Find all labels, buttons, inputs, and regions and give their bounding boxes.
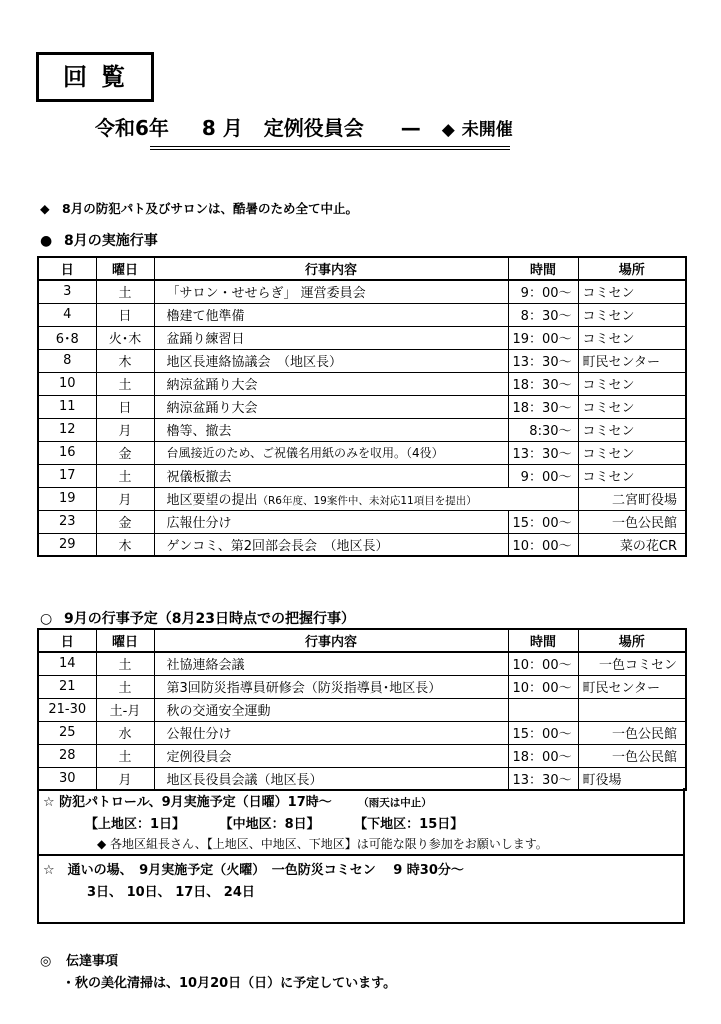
cell-time: 8：30～ (508, 303, 578, 326)
table-row (38, 441, 686, 464)
cell-day: 28 (38, 744, 96, 767)
cell-event: 櫓建て他準備 (154, 303, 508, 326)
cell-time: 18：00～ (508, 744, 578, 767)
col-time: 時間 (508, 629, 578, 652)
notice-text: 8月の防犯パト及びサロンは、酷暑のため全て中止。 (62, 201, 358, 216)
patrol-title: ☆ 防犯パトロール、9月実施予定（日曜）17時～ (43, 795, 332, 810)
cell-day: 21 (38, 675, 96, 698)
salon-dates: 3日、 10日、 17日、 24日 (87, 885, 255, 900)
cell-time: 10：00～ (508, 675, 578, 698)
footer-heading-text: 伝達事項 (66, 954, 119, 969)
salon-title: ☆ 通いの場、 9月実施予定（火曜） 一色防災コミセン 9 時30分～ (43, 863, 464, 878)
patrol-area-lower: 【下地区：15日】 (354, 817, 464, 832)
cell-place: 一色公民館 (578, 744, 686, 767)
cell-event (154, 487, 578, 510)
table-row (38, 487, 686, 510)
col-event: 行事内容 (154, 629, 508, 652)
cell-event: 定例役員会 (154, 744, 508, 767)
cell-place: コミセン (578, 303, 686, 326)
cell-time: 9：00～ (508, 280, 578, 303)
cell-weekday: 月 (96, 487, 154, 510)
cell-time: 8:30～ (508, 418, 578, 441)
col-place: 場所 (578, 257, 686, 280)
cell-day: 8 (38, 349, 96, 372)
cell-time: 18：30～ (508, 372, 578, 395)
cell-place: コミセン (578, 441, 686, 464)
cell-event: ゲンコミ、第2回部会長会 （地区長） (154, 533, 508, 556)
september-marker: ○ (40, 611, 53, 627)
cell-place: コミセン (578, 326, 686, 349)
title-underline (150, 146, 510, 150)
title-dash: — (400, 116, 421, 140)
cell-event: 台風接近のため、ご祝儀名用紙のみを収用。（4役） (154, 441, 508, 464)
cell-day: 12 (38, 418, 96, 441)
table-row (38, 510, 686, 533)
september-events-table (37, 628, 687, 791)
cell-event: 広報仕分け (154, 510, 508, 533)
cell-weekday: 金 (96, 441, 154, 464)
cell-weekday: 月 (96, 767, 154, 790)
cell-event: 公報仕分け (154, 721, 508, 744)
august-events-table (37, 256, 687, 557)
cell-weekday: 月 (96, 418, 154, 441)
cell-time: 13：30～ (508, 349, 578, 372)
cell-weekday: 火･木 (96, 326, 154, 349)
cell-weekday: 土 (96, 464, 154, 487)
col-event: 行事内容 (154, 257, 508, 280)
title-meeting: 定例役員会 (263, 116, 364, 140)
cell-day: 17 (38, 464, 96, 487)
cell-day: 19 (38, 487, 96, 510)
cell-place: コミセン (578, 280, 686, 303)
cell-time: 13：30～ (508, 441, 578, 464)
patrol-areas (85, 813, 463, 832)
cell-weekday: 土 (96, 652, 154, 675)
september-heading-text: 9月の行事予定（8月23日時点での把握行事） (64, 611, 355, 627)
cell-event: 櫓等、撤去 (154, 418, 508, 441)
cell-place: 町民センター (578, 349, 686, 372)
table-row (38, 698, 686, 721)
cell-place: 二宮町役場 (578, 487, 686, 510)
cell-weekday: 日 (96, 395, 154, 418)
patrol-box (37, 788, 685, 856)
cell-event: 秋の交通安全運動 (154, 698, 508, 721)
cell-event: 第3回防災指導員研修会（防災指導員･地区長） (154, 675, 508, 698)
august-marker: ● (40, 233, 53, 249)
title-era-year: 令和6年 (95, 116, 169, 140)
cell-weekday: 土 (96, 280, 154, 303)
cell-event: 地区長連絡協議会 （地区長） (154, 349, 508, 372)
cell-place: 町民センター (578, 675, 686, 698)
september-heading (40, 608, 355, 628)
cell-day: 10 (38, 372, 96, 395)
footer-item: ・秋の美化清掃は、10月20日（日）に予定しています。 (62, 976, 397, 991)
august-heading (40, 230, 158, 250)
circular-stamp: 回覧 (36, 52, 154, 102)
cell-time: 15：00～ (508, 510, 578, 533)
col-weekday: 曜日 (96, 629, 154, 652)
cell-day: 29 (38, 533, 96, 556)
cell-place: 菜の花CR (578, 533, 686, 556)
cell-event-note: （R6年度、19案件中、未対応11項目を提出） (257, 495, 477, 507)
cell-day: 25 (38, 721, 96, 744)
cell-weekday: 土 (96, 744, 154, 767)
table-row (38, 533, 686, 556)
title-status: 未開催 (461, 120, 513, 140)
table-row (38, 303, 686, 326)
footer-marker: ◎ (40, 954, 52, 969)
cell-time: 13：30～ (508, 767, 578, 790)
cell-weekday: 水 (96, 721, 154, 744)
cell-day: 14 (38, 652, 96, 675)
cell-place: 一色公民館 (578, 721, 686, 744)
table-header-row (38, 257, 686, 280)
title-diamond: ◆ (441, 120, 455, 140)
cell-weekday: 土-月 (96, 698, 154, 721)
cell-weekday: 土 (96, 675, 154, 698)
cell-time: 15：00～ (508, 721, 578, 744)
footer-heading (40, 950, 118, 969)
table-row (38, 280, 686, 303)
cell-weekday: 土 (96, 372, 154, 395)
cell-event: 祝儀板撤去 (154, 464, 508, 487)
cell-weekday: 木 (96, 349, 154, 372)
cell-day: 16 (38, 441, 96, 464)
cell-event: 「サロン・せせらぎ」 運営委員会 (154, 280, 508, 303)
cell-place (578, 698, 686, 721)
table-row (38, 349, 686, 372)
cell-weekday: 日 (96, 303, 154, 326)
cell-place: 一色公民館 (578, 510, 686, 533)
cell-time: 19：00～ (508, 326, 578, 349)
table-row (38, 721, 686, 744)
patrol-note: ◆ 各地区組長さん、【上地区、中地区、下地区】は可能な限り参加をお願いします。 (97, 837, 548, 851)
patrol-area-upper: 【上地区：1日】 (85, 817, 186, 832)
col-weekday: 曜日 (96, 257, 154, 280)
col-day: 日 (38, 257, 96, 280)
table-row (38, 464, 686, 487)
cell-weekday: 木 (96, 533, 154, 556)
patrol-area-middle: 【中地区：8日】 (219, 817, 320, 832)
cell-time: 10：00～ (508, 533, 578, 556)
cell-place: コミセン (578, 372, 686, 395)
table-header-row (38, 629, 686, 652)
col-time: 時間 (508, 257, 578, 280)
cell-day: 23 (38, 510, 96, 533)
patrol-title-line (43, 791, 432, 810)
cell-day: 4 (38, 303, 96, 326)
cell-place: コミセン (578, 418, 686, 441)
cell-day: 3 (38, 280, 96, 303)
cell-time: 10：00～ (508, 652, 578, 675)
table-row (38, 767, 686, 790)
cell-time (508, 698, 578, 721)
cell-event: 地区長役員会議（地区長） (154, 767, 508, 790)
cell-place: 一色コミセン (578, 652, 686, 675)
cell-event-main: 地区要望の提出 (166, 493, 258, 508)
table-row (38, 372, 686, 395)
cell-weekday: 金 (96, 510, 154, 533)
cell-event: 納涼盆踊り大会 (154, 395, 508, 418)
col-place: 場所 (578, 629, 686, 652)
cell-event: 社協連絡会議 (154, 652, 508, 675)
cell-event: 盆踊り練習日 (154, 326, 508, 349)
table-row (38, 675, 686, 698)
notice-marker: ◆ (40, 201, 50, 216)
notice-line (40, 199, 358, 217)
cell-day: 30 (38, 767, 96, 790)
cell-event: 納涼盆踊り大会 (154, 372, 508, 395)
title-month: 8 月 (201, 116, 243, 140)
cell-time: 9：00～ (508, 464, 578, 487)
table-row (38, 652, 686, 675)
cell-day: 6･8 (38, 326, 96, 349)
august-heading-text: 8月の実施行事 (64, 233, 158, 249)
salon-box (37, 854, 685, 924)
table-row (38, 395, 686, 418)
cell-day: 11 (38, 395, 96, 418)
cell-day: 21-30 (38, 698, 96, 721)
patrol-rain-note: （雨天は中止） (358, 797, 432, 809)
table-row (38, 418, 686, 441)
cell-time: 18：30～ (508, 395, 578, 418)
page-title (95, 112, 513, 141)
table-row (38, 326, 686, 349)
cell-place: コミセン (578, 464, 686, 487)
table-row (38, 744, 686, 767)
cell-place: 町役場 (578, 767, 686, 790)
col-day: 日 (38, 629, 96, 652)
cell-place: コミセン (578, 395, 686, 418)
